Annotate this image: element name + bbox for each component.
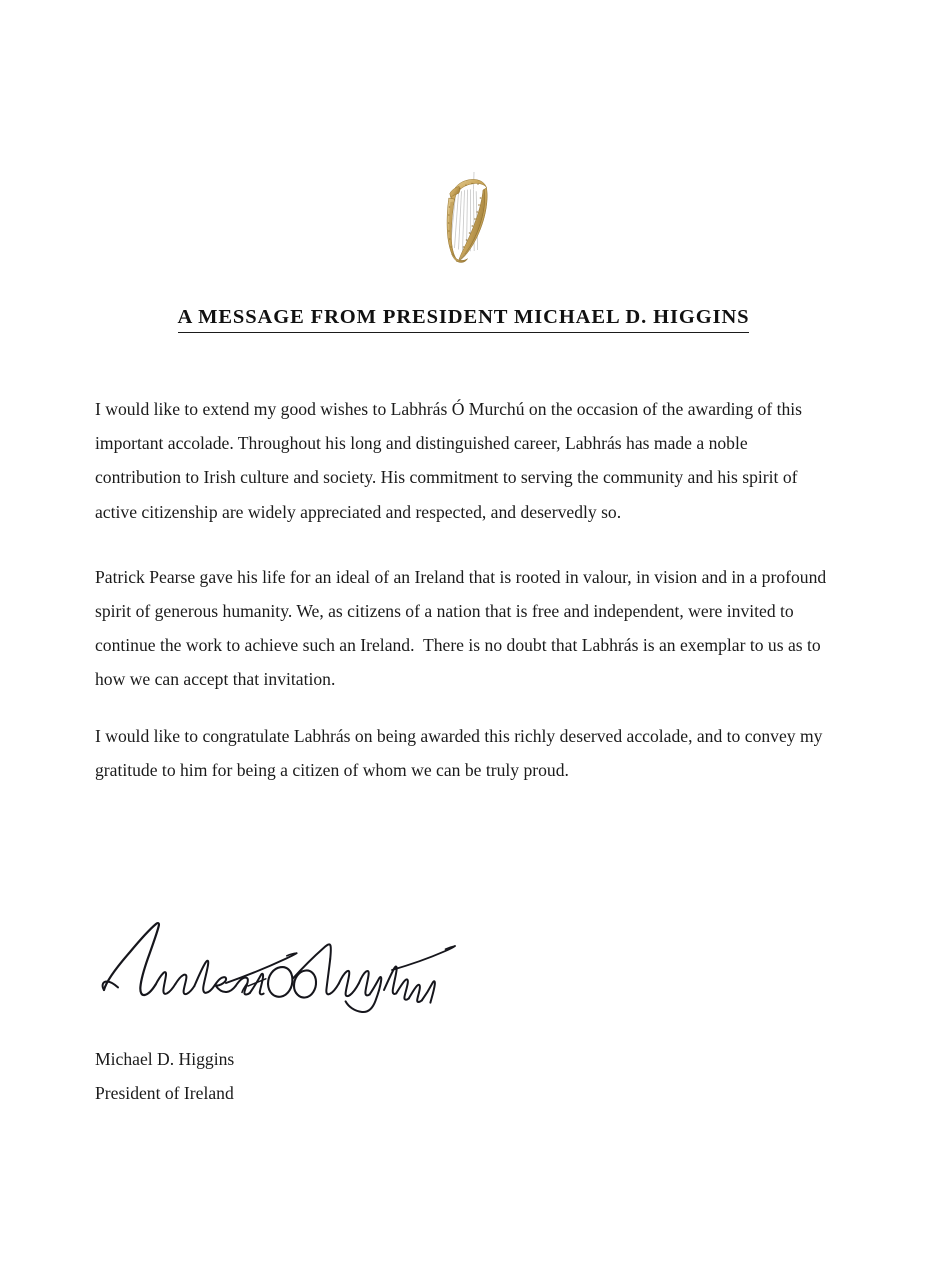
body-paragraph-2: Patrick Pearse gave his life for an ideal of an Ireland that is rooted in valour, in vision and in a profound spirit of generous humanity. We, as citizens of a nation that is free and independent, were invited to continue the work to achieve such an Ireland. There is no doubt that Labhrás is an exemplar to us as to how we can accept that invitation. [95, 566, 831, 690]
title-container [0, 306, 927, 333]
irish-harp-emblem-icon [434, 172, 494, 276]
page-title: A MESSAGE FROM PRESIDENT MICHAEL D. HIGGINS [178, 306, 750, 333]
signer-block [95, 1043, 595, 1110]
body-paragraph-1: I would like to extend my good wishes to Labhrás Ó Murchú on the occasion of the awarding of this important accolade. Throughout his long and distinguished career, Labhrás has made a noble contribution to Irish culture and society. His commitment to serving the community and his spirit of active citizenship are widely appreciated and respected, and deservedly so. [95, 399, 807, 522]
signature-container [96, 912, 516, 1017]
signer-role: President of Ireland [95, 1082, 234, 1103]
signer-name: Michael D. Higgins [95, 1049, 235, 1069]
letter-body [95, 392, 831, 787]
crest-container [0, 172, 927, 276]
handwritten-signature-icon [96, 912, 506, 1014]
body-paragraph-3: I would like to congratulate Labhrás on being awarded this richly deserved accolade, and to convey my gratitude to him for being a citizen of whom we can be truly proud. [95, 725, 827, 780]
